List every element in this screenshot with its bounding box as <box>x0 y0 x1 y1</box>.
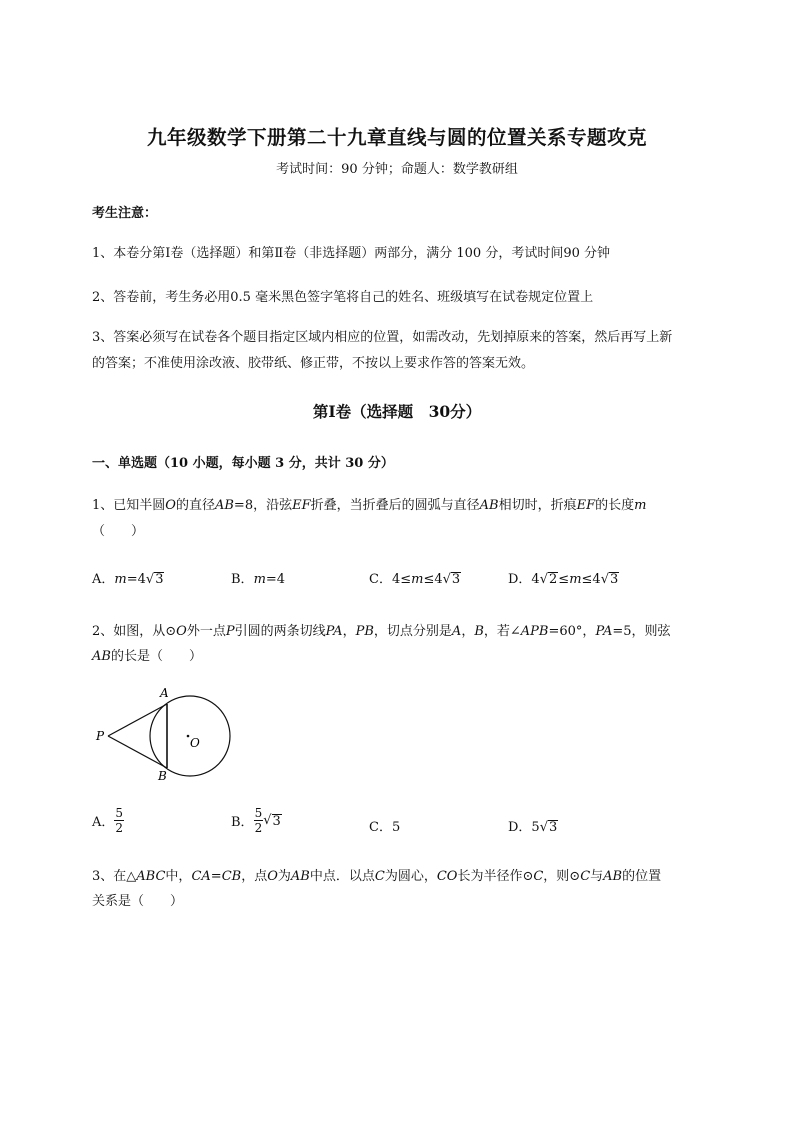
q2-option-c[interactable]: C．5 <box>369 820 401 835</box>
center-dot <box>187 735 190 738</box>
q1-option-a[interactable]: A．m=4√3 <box>92 572 164 587</box>
sqrt-icon: √ <box>539 572 548 587</box>
question-2-stem-line-2: AB的长是（ ） <box>92 649 202 664</box>
q1-option-c[interactable]: C．4≤m≤4√3 <box>369 572 461 587</box>
question-3-stem: 3、在△ABC中，CA=CB，点O为AB中点．以点C为圆心，CO长为半径作⊙C，则⊙C与AB的位置 <box>92 869 662 884</box>
q2-option-d[interactable]: D．5√3 <box>508 820 558 835</box>
fraction: $\frac{5}{2}$ <box>254 806 263 835</box>
question-2-stem: 2、如图，从⊙O外一点P引圆的两条切线PA，PB，切点分别是A，B，若∠APB=60°，PA=5，则弦 <box>92 624 671 639</box>
sqrt-icon: √ <box>442 572 451 587</box>
part-heading: 一、单选题（10 小题，每小题 3 分，共计 30 分） <box>92 456 394 471</box>
question-1-stem: 1、已知半圆O的直径AB=8，沿弦EF折叠，当折叠后的圆弧与直径AB相切时，折痕EF的长度m <box>92 498 647 513</box>
section-title: 第Ⅰ卷（选择题 30分） <box>312 402 482 421</box>
sqrt-icon: √ <box>600 572 609 587</box>
question-3-stem-line-2: 关系是（ ） <box>92 894 184 909</box>
label-a: A <box>160 686 169 700</box>
notice-item-1: 1、本卷分第Ⅰ卷（选择题）和第Ⅱ卷（非选择题）两部分，满分 100 分，考试时间90 分钟 <box>92 246 610 261</box>
notice-heading: 考生注意： <box>92 206 158 221</box>
sqrt-icon: √ <box>263 813 272 828</box>
notice-item-3-line-1: 3、答案必须写在试卷各个题目指定区域内相应的位置，如需改动，先划掉原来的答案，然后再写上新 <box>92 330 673 345</box>
question-1-answer-paren: （ ） <box>92 524 145 539</box>
fraction: $\frac{5}{2}$ <box>115 806 124 835</box>
sqrt-icon: √ <box>145 572 155 587</box>
q1-option-b[interactable]: B．m=4 <box>231 572 286 587</box>
sqrt-icon: √ <box>539 820 548 835</box>
notice-item-2: 2、答卷前，考生务必用0.5 毫米黑色签字笔将自己的姓名、班级填写在试卷规定位置上 <box>92 290 594 305</box>
tangent-pb <box>108 736 167 768</box>
q2-figure <box>90 682 240 782</box>
label-p: P <box>96 729 105 743</box>
q1-option-d[interactable]: D．4√2≤m≤4√3 <box>508 572 619 587</box>
exam-subtitle: 考试时间：90 分钟；命题人：数学教研组 <box>276 162 518 177</box>
q2-option-b[interactable]: B． $\frac{5}{2}$ √3 <box>231 806 281 835</box>
q2-option-a[interactable]: A． $\frac{5}{2}$ <box>92 806 124 835</box>
label-b: B <box>158 769 167 782</box>
tangent-pa <box>108 704 167 736</box>
notice-item-3-line-2: 的答案；不准使用涂改液、胶带纸、修正带，不按以上要求作答的答案无效。 <box>92 356 535 371</box>
label-o: O <box>190 736 200 750</box>
page-title: 九年级数学下册第二十九章直线与圆的位置关系专题攻克 <box>146 126 647 149</box>
